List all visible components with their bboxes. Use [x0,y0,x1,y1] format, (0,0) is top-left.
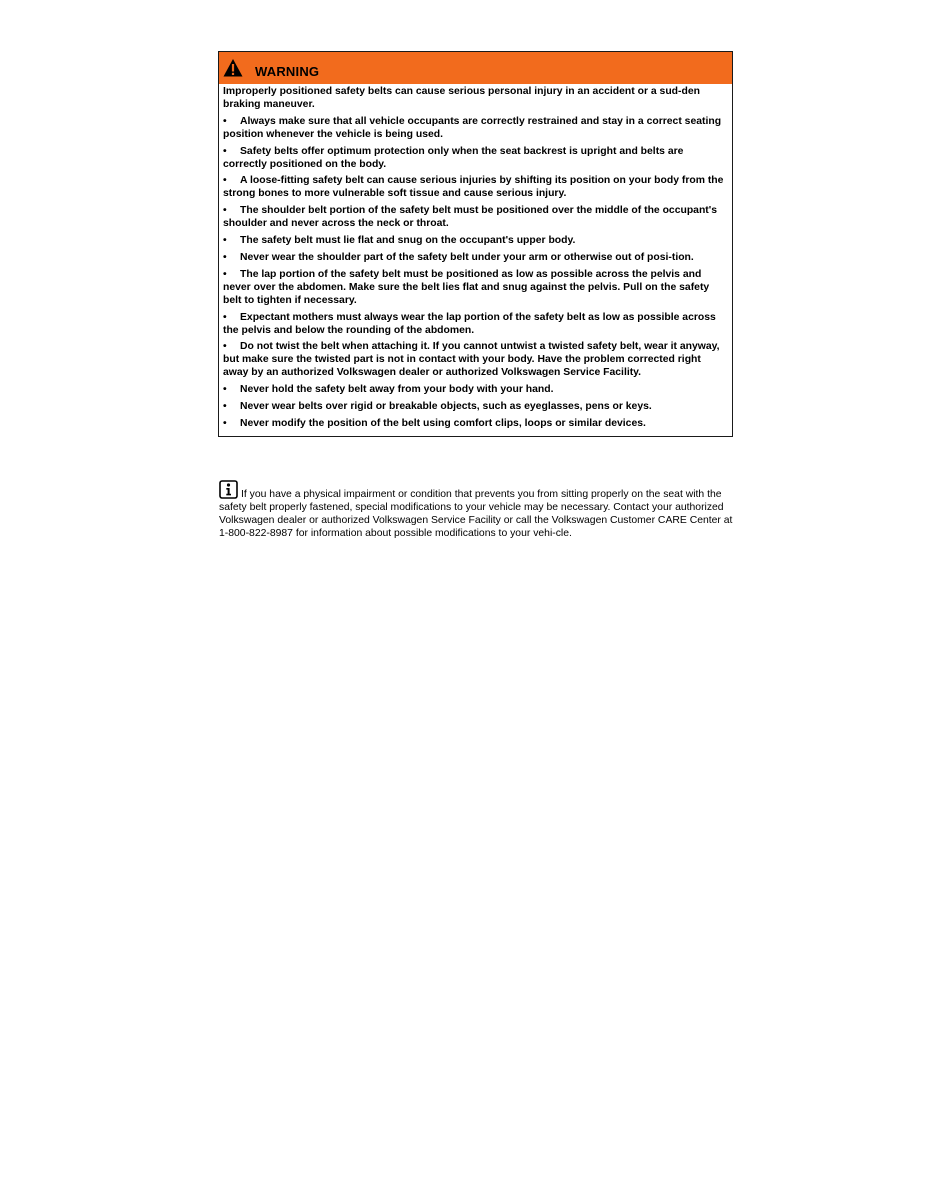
bullet: • [223,251,227,263]
bullet: • [223,311,227,323]
list-item [223,205,726,231]
list-item-text: Safety belts offer optimum protection only when the seat backrest is upright and belts are correctly positioned on the body. [223,145,684,170]
info-note-text: If you have a physical impairment or condition that prevents you from sitting properly on the seat with the safety belt properly fastened, special modifications to your vehicle may be necessary. Contact your authorized Volkswagen dealer or authorized Volkswagen Service Facility or call the Volkswagen Customer CARE Center at 1-800-822-8987 for information about possible modifications to your vehi-cle. [219,489,733,539]
info-icon [219,480,238,499]
warning-title: WARNING [255,63,320,79]
info-note [219,480,734,541]
list-item-text: Never wear the shoulder part of the safety belt under your arm or otherwise out of posi-tion. [240,251,694,263]
bullet: • [223,175,227,187]
bullet: • [223,145,227,157]
bullet: • [223,268,227,280]
warning-list [223,116,726,431]
list-item [223,116,726,142]
list-item [223,146,726,172]
list-item-text: The lap portion of the safety belt must be positioned as low as possible across the pelvis and never over the abdomen. Make sure the belt lies flat and snug against the pelvis. Pull on the safety belt to tighten if necessary. [223,268,710,306]
bullet: • [223,401,227,413]
list-item [223,341,726,380]
list-item [223,269,726,308]
warning-body [219,84,732,436]
bullet: • [223,417,227,429]
bullet: • [223,341,227,353]
list-item-text: Never modify the position of the belt using comfort clips, loops or similar devices. [240,417,646,429]
list-item [223,418,726,431]
bullet: • [223,384,227,396]
list-item-text: The safety belt must lie flat and snug on the occupant's upper body. [240,235,576,247]
list-item-text: Always make sure that all vehicle occupants are correctly restrained and stay in a correct seating position whenever the vehicle is being used. [223,115,722,140]
list-item [223,312,726,338]
list-item-text: A loose-fitting safety belt can cause serious injuries by shifting its position on your body from the strong bones to more vulnerable soft tissue and cause serious injury. [223,175,724,200]
list-item [223,401,726,414]
list-item-text: The shoulder belt portion of the safety belt must be positioned over the middle of the occupant's shoulder and never across the neck or throat. [223,205,718,230]
list-item-text: Expectant mothers must always wear the lap portion of the safety belt as low as possible across the pelvis and below the rounding of the abdomen. [223,311,716,336]
bullet: • [223,205,227,217]
list-item-text: Never wear belts over rigid or breakable objects, such as eyeglasses, pens or keys. [240,401,652,413]
list-item-text: Do not twist the belt when attaching it. If you cannot untwist a twisted safety belt, wear it anyway, but make sure the twisted part is not in contact with your body. Have the problem corrected right away by an authorized Volkswagen dealer or authorized Volkswagen Service Facility. [223,341,720,379]
list-item [223,175,726,201]
bullet: • [223,235,227,247]
list-item-text: Never hold the safety belt away from your body with your hand. [240,384,554,396]
warning-box [218,51,733,437]
warning-triangle-icon [223,58,243,78]
warning-header [219,52,732,84]
list-item [223,384,726,397]
warning-intro: Improperly positioned safety belts can cause serious personal injury in an accident or a sud-den braking maneuver. [223,86,700,110]
bullet: • [223,115,227,127]
list-item [223,235,726,248]
list-item [223,252,726,265]
